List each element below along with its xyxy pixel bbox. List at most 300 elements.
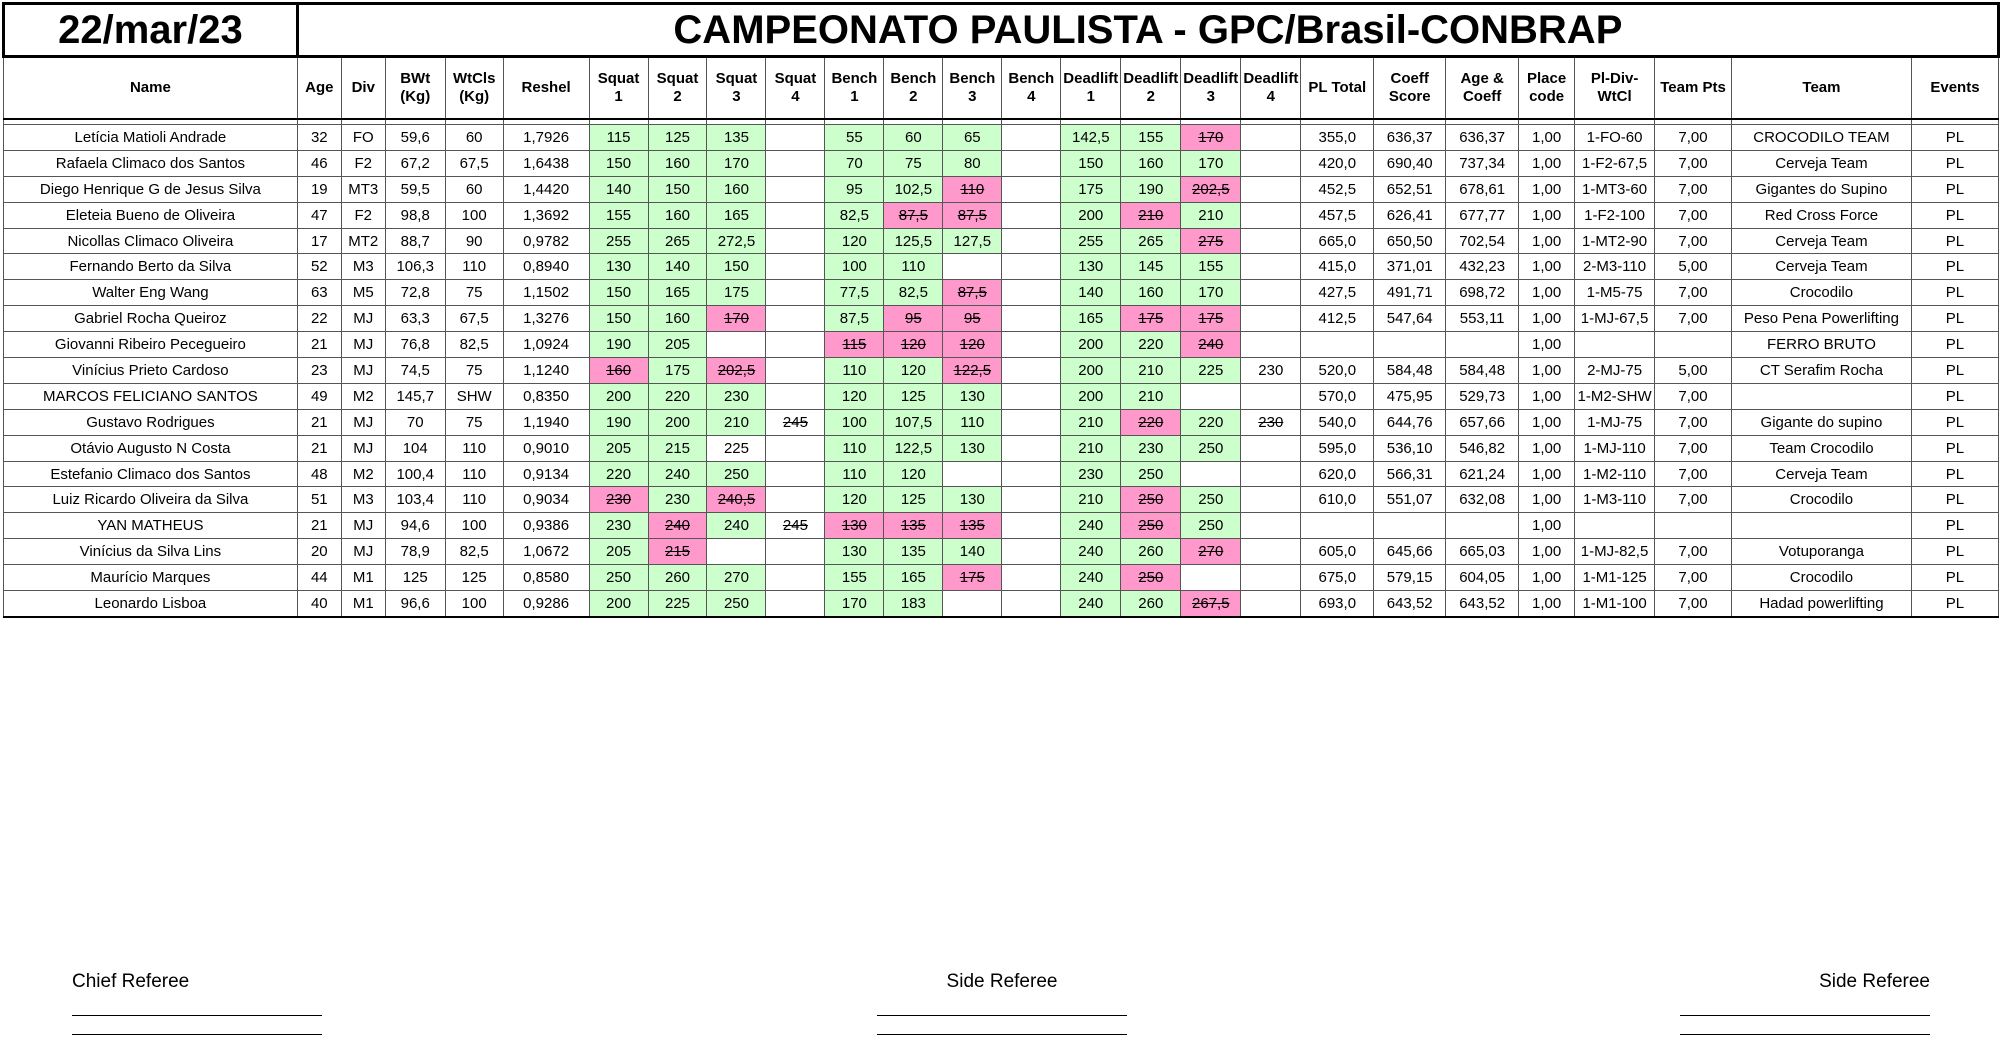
table-cell: 643,52	[1446, 591, 1519, 617]
table-cell: 2-M3-110	[1575, 254, 1655, 280]
table-cell	[1241, 539, 1301, 565]
table-cell: 205	[589, 435, 648, 461]
table-cell: 78,9	[385, 539, 445, 565]
table-cell: MJ	[341, 332, 385, 358]
table-cell: 260	[648, 565, 707, 591]
table-cell: PL	[1911, 306, 1998, 332]
table-cell: 632,08	[1446, 487, 1519, 513]
table-cell: 1,6438	[503, 150, 589, 176]
table-cell: 94,6	[385, 513, 445, 539]
table-cell: 95	[884, 306, 943, 332]
table-cell: 63	[297, 280, 341, 306]
table-cell: 250	[589, 565, 648, 591]
table-cell: 130	[589, 254, 648, 280]
table-cell	[1241, 435, 1301, 461]
table-cell: 355,0	[1301, 125, 1374, 151]
table-cell: Red Cross Force	[1731, 202, 1911, 228]
table-cell: PL	[1911, 125, 1998, 151]
column-header: Deadlift 1	[1061, 57, 1121, 120]
table-cell: 547,64	[1374, 306, 1446, 332]
table-cell: 1,00	[1519, 383, 1575, 409]
table-cell	[1002, 565, 1061, 591]
table-cell: 170	[825, 591, 884, 617]
table-cell: 1-M2-110	[1575, 461, 1655, 487]
table-cell: 19	[297, 176, 341, 202]
table-cell: 7,00	[1655, 306, 1732, 332]
table-cell	[1575, 332, 1655, 358]
table-cell: 1,00	[1519, 591, 1575, 617]
table-cell: 150	[589, 280, 648, 306]
table-cell: 457,5	[1301, 202, 1374, 228]
table-cell: 175	[1181, 306, 1241, 332]
table-cell: 120	[825, 228, 884, 254]
table-cell: 51	[297, 487, 341, 513]
table-cell: 245	[766, 513, 825, 539]
table-cell: 210	[1061, 435, 1121, 461]
table-cell	[1575, 513, 1655, 539]
table-cell: 100	[445, 513, 503, 539]
table-cell: 95	[943, 306, 1002, 332]
column-header: Squat 4	[766, 57, 825, 120]
column-header: Div	[341, 57, 385, 120]
table-cell: 1-M1-100	[1575, 591, 1655, 617]
table-cell	[1002, 176, 1061, 202]
results-sheet	[2, 2, 2000, 618]
table-cell: 48	[297, 461, 341, 487]
table-cell: 21	[297, 513, 341, 539]
table-row	[4, 228, 1999, 254]
table-cell: 255	[589, 228, 648, 254]
table-cell: 636,37	[1446, 125, 1519, 151]
table-cell: 1-M1-125	[1575, 565, 1655, 591]
table-cell: 150	[648, 176, 707, 202]
table-cell: PL	[1911, 176, 1998, 202]
table-cell: Peso Pena Powerlifting	[1731, 306, 1911, 332]
table-cell: 115	[825, 332, 884, 358]
table-cell: 130	[943, 487, 1002, 513]
table-cell: 21	[297, 435, 341, 461]
table-cell: 200	[1061, 383, 1121, 409]
table-cell: 100	[825, 409, 884, 435]
table-row	[4, 513, 1999, 539]
table-row	[4, 202, 1999, 228]
table-cell: 215	[648, 539, 707, 565]
table-cell: 82,5	[445, 332, 503, 358]
table-cell: MJ	[341, 539, 385, 565]
column-header: WtCls (Kg)	[445, 57, 503, 120]
table-cell	[707, 539, 766, 565]
table-cell	[1002, 409, 1061, 435]
lifter-name: Estefanio Climaco dos Santos	[4, 461, 298, 487]
table-cell: 1,00	[1519, 565, 1575, 591]
table-cell: 584,48	[1374, 358, 1446, 384]
table-cell: 32	[297, 125, 341, 151]
table-cell: 645,66	[1374, 539, 1446, 565]
table-cell: 130	[825, 539, 884, 565]
table-cell: 584,48	[1446, 358, 1519, 384]
table-cell: 529,73	[1446, 383, 1519, 409]
table-cell: 1,00	[1519, 332, 1575, 358]
table-cell: PL	[1911, 591, 1998, 617]
column-header: Pl-Div-WtCl	[1575, 57, 1655, 120]
table-cell: 230	[707, 383, 766, 409]
table-cell: 87,5	[943, 202, 1002, 228]
table-cell: PL	[1911, 254, 1998, 280]
table-cell: 240	[648, 461, 707, 487]
table-cell: MT2	[341, 228, 385, 254]
table-cell	[1241, 254, 1301, 280]
table-cell	[766, 565, 825, 591]
table-row	[4, 409, 1999, 435]
table-cell: 240,5	[707, 487, 766, 513]
lifter-name: Vinícius da Silva Lins	[4, 539, 298, 565]
table-cell: 120	[884, 332, 943, 358]
table-cell	[1002, 228, 1061, 254]
column-header: Team Pts	[1655, 57, 1732, 120]
table-cell: 250	[707, 591, 766, 617]
signature-line	[877, 993, 1127, 1016]
table-row	[4, 461, 1999, 487]
side-referee-left-signature	[877, 971, 1127, 1035]
table-cell: Hadad powerlifting	[1731, 591, 1911, 617]
table-cell: 1,00	[1519, 125, 1575, 151]
table-cell	[943, 254, 1002, 280]
results-rows	[4, 125, 1999, 617]
table-cell: 551,07	[1374, 487, 1446, 513]
table-row	[4, 254, 1999, 280]
table-cell: 0,9286	[503, 591, 589, 617]
table-cell: 621,24	[1446, 461, 1519, 487]
table-cell: 120	[884, 461, 943, 487]
table-cell	[1002, 280, 1061, 306]
table-cell: 190	[589, 332, 648, 358]
table-cell: 102,5	[884, 176, 943, 202]
table-cell	[1002, 383, 1061, 409]
table-cell: 82,5	[884, 280, 943, 306]
table-cell	[766, 539, 825, 565]
table-cell	[766, 306, 825, 332]
table-cell	[1002, 591, 1061, 617]
table-cell: 1,1502	[503, 280, 589, 306]
table-cell: 106,3	[385, 254, 445, 280]
table-cell	[1731, 383, 1911, 409]
table-cell: 160	[589, 358, 648, 384]
table-cell: 170	[707, 306, 766, 332]
table-cell: PL	[1911, 332, 1998, 358]
table-cell: 579,15	[1374, 565, 1446, 591]
table-cell: 122,5	[943, 358, 1002, 384]
table-row	[4, 591, 1999, 617]
table-cell: FERRO BRUTO	[1731, 332, 1911, 358]
table-cell: 1,00	[1519, 150, 1575, 176]
table-cell: 200	[589, 383, 648, 409]
table-cell: 210	[1121, 358, 1181, 384]
lifter-name: Giovanni Ribeiro Pecegueiro	[4, 332, 298, 358]
table-cell: 75	[884, 150, 943, 176]
lifter-name: Nicollas Climaco Oliveira	[4, 228, 298, 254]
column-header: Coeff Score	[1374, 57, 1446, 120]
table-cell: MJ	[341, 409, 385, 435]
table-cell: 170	[707, 150, 766, 176]
table-cell: 245	[766, 409, 825, 435]
table-cell	[1374, 513, 1446, 539]
table-cell: 240	[1061, 539, 1121, 565]
table-cell	[1655, 332, 1732, 358]
table-cell: 240	[1061, 565, 1121, 591]
lifter-name: Fernando Berto da Silva	[4, 254, 298, 280]
table-cell: 160	[1121, 150, 1181, 176]
table-cell	[766, 332, 825, 358]
table-cell: 205	[648, 332, 707, 358]
table-cell: 155	[1121, 125, 1181, 151]
table-cell: 175	[648, 358, 707, 384]
table-cell: 135	[707, 125, 766, 151]
table-cell: 272,5	[707, 228, 766, 254]
table-cell: 255	[1061, 228, 1121, 254]
table-cell: 1-MJ-82,5	[1575, 539, 1655, 565]
table-cell: PL	[1911, 435, 1998, 461]
table-cell: 75	[445, 280, 503, 306]
table-cell: 1,00	[1519, 306, 1575, 332]
table-cell: SHW	[445, 383, 503, 409]
table-cell: 260	[1121, 539, 1181, 565]
table-cell: 52	[297, 254, 341, 280]
table-cell: 678,61	[1446, 176, 1519, 202]
table-cell: 170	[1181, 125, 1241, 151]
table-cell	[766, 358, 825, 384]
table-cell: 87,5	[943, 280, 1002, 306]
table-cell: Team Crocodilo	[1731, 435, 1911, 461]
table-cell: 21	[297, 409, 341, 435]
table-cell: 7,00	[1655, 202, 1732, 228]
table-cell: 1-M3-110	[1575, 487, 1655, 513]
table-cell: 1,3692	[503, 202, 589, 228]
column-header: Place code	[1519, 57, 1575, 120]
table-cell: 140	[648, 254, 707, 280]
table-cell: 115	[589, 125, 648, 151]
column-header: Squat 3	[707, 57, 766, 120]
table-cell: 22	[297, 306, 341, 332]
table-cell: 7,00	[1655, 125, 1732, 151]
table-cell: 175	[1121, 306, 1181, 332]
table-cell: 1,00	[1519, 202, 1575, 228]
table-cell	[1002, 435, 1061, 461]
table-cell: PL	[1911, 461, 1998, 487]
side-referee-label: Side Referee	[1819, 971, 1930, 992]
table-cell: F2	[341, 150, 385, 176]
table-cell: 5,00	[1655, 358, 1732, 384]
table-cell	[766, 150, 825, 176]
table-cell: M5	[341, 280, 385, 306]
table-cell: 88,7	[385, 228, 445, 254]
table-cell: 165	[707, 202, 766, 228]
table-row	[4, 150, 1999, 176]
table-cell	[1241, 306, 1301, 332]
table-cell: 210	[1061, 409, 1121, 435]
table-cell: 230	[589, 487, 648, 513]
table-cell: 1,3276	[503, 306, 589, 332]
table-cell: 636,37	[1374, 125, 1446, 151]
table-cell: M3	[341, 487, 385, 513]
table-row	[4, 332, 1999, 358]
table-cell: 1,00	[1519, 358, 1575, 384]
lifter-name: Diego Henrique G de Jesus Silva	[4, 176, 298, 202]
table-cell	[766, 254, 825, 280]
table-cell: 415,0	[1301, 254, 1374, 280]
table-cell: Cerveja Team	[1731, 150, 1911, 176]
table-cell	[1002, 461, 1061, 487]
table-cell: 250	[1121, 565, 1181, 591]
table-cell: 452,5	[1301, 176, 1374, 202]
table-cell: 250	[707, 461, 766, 487]
table-cell: 1-MJ-110	[1575, 435, 1655, 461]
table-cell: 110	[445, 487, 503, 513]
table-cell: 70	[385, 409, 445, 435]
table-cell: 737,34	[1446, 150, 1519, 176]
table-cell: 1,1240	[503, 358, 589, 384]
table-cell: 110	[445, 461, 503, 487]
table-cell: 7,00	[1655, 409, 1732, 435]
table-cell: 140	[589, 176, 648, 202]
table-cell: 7,00	[1655, 591, 1732, 617]
table-cell	[766, 383, 825, 409]
table-cell: 260	[1121, 591, 1181, 617]
table-cell: 160	[648, 306, 707, 332]
table-cell: 1-F2-67,5	[1575, 150, 1655, 176]
chief-referee-signature	[72, 971, 322, 1035]
table-cell: 82,5	[825, 202, 884, 228]
table-cell	[1181, 383, 1241, 409]
table-cell: 230	[1241, 409, 1301, 435]
table-cell: 0,8940	[503, 254, 589, 280]
table-cell: Cerveja Team	[1731, 461, 1911, 487]
meet-date: 22/mar/23	[4, 4, 298, 57]
table-cell: 70	[825, 150, 884, 176]
table-cell: 677,77	[1446, 202, 1519, 228]
table-cell: 63,3	[385, 306, 445, 332]
table-cell: PL	[1911, 539, 1998, 565]
table-cell: 1,0672	[503, 539, 589, 565]
table-cell: 103,4	[385, 487, 445, 513]
column-header: Deadlift 2	[1121, 57, 1181, 120]
table-cell: 553,11	[1446, 306, 1519, 332]
table-cell: 7,00	[1655, 150, 1732, 176]
column-header: Bench 1	[825, 57, 884, 120]
table-cell: 7,00	[1655, 280, 1732, 306]
table-cell: 7,00	[1655, 383, 1732, 409]
table-cell: 100	[445, 591, 503, 617]
table-cell: 130	[1061, 254, 1121, 280]
table-cell: 59,5	[385, 176, 445, 202]
table-cell: MJ	[341, 435, 385, 461]
table-cell: 1,1940	[503, 409, 589, 435]
table-cell: PL	[1911, 150, 1998, 176]
table-cell: 1,00	[1519, 176, 1575, 202]
table-cell: 420,0	[1301, 150, 1374, 176]
table-cell: PL	[1911, 513, 1998, 539]
column-header: Bench 2	[884, 57, 943, 120]
table-cell	[1002, 487, 1061, 513]
table-cell: 155	[1181, 254, 1241, 280]
table-cell: 270	[707, 565, 766, 591]
table-cell: 1,00	[1519, 280, 1575, 306]
table-cell	[1446, 513, 1519, 539]
lifter-name: Letícia Matioli Andrade	[4, 125, 298, 151]
table-cell: 145,7	[385, 383, 445, 409]
table-cell: 175	[1061, 176, 1121, 202]
table-cell: 0,8350	[503, 383, 589, 409]
table-row	[4, 487, 1999, 513]
column-header: Age & Coeff	[1446, 57, 1519, 120]
table-cell: 210	[707, 409, 766, 435]
table-cell: 250	[1121, 487, 1181, 513]
table-cell: 140	[1061, 280, 1121, 306]
table-cell: 96,6	[385, 591, 445, 617]
table-cell: 230	[648, 487, 707, 513]
table-cell: 0,9782	[503, 228, 589, 254]
table-cell: 75	[445, 358, 503, 384]
table-cell	[1241, 228, 1301, 254]
table-cell: M1	[341, 591, 385, 617]
lifter-name: Gustavo Rodrigues	[4, 409, 298, 435]
table-cell: MJ	[341, 306, 385, 332]
table-cell	[943, 461, 1002, 487]
table-row	[4, 306, 1999, 332]
table-cell	[1241, 332, 1301, 358]
table-cell	[1002, 332, 1061, 358]
table-cell: 491,71	[1374, 280, 1446, 306]
lifter-name: Rafaela Climaco dos Santos	[4, 150, 298, 176]
table-cell: 0,8580	[503, 565, 589, 591]
table-cell: 120	[943, 332, 1002, 358]
table-cell: 643,52	[1374, 591, 1446, 617]
table-cell: 72,8	[385, 280, 445, 306]
table-cell: PL	[1911, 409, 1998, 435]
table-cell: 1,4420	[503, 176, 589, 202]
table-cell: 190	[1121, 176, 1181, 202]
table-cell: 100	[445, 202, 503, 228]
table-cell: 150	[707, 254, 766, 280]
table-cell	[1241, 280, 1301, 306]
table-cell: Crocodilo	[1731, 280, 1911, 306]
table-cell: 604,05	[1446, 565, 1519, 591]
table-cell: 1-M2-SHW	[1575, 383, 1655, 409]
table-cell: 155	[589, 202, 648, 228]
table-row	[4, 125, 1999, 151]
table-cell	[766, 435, 825, 461]
table-cell: 220	[1121, 409, 1181, 435]
table-cell	[1731, 513, 1911, 539]
table-cell	[707, 332, 766, 358]
table-cell: M2	[341, 383, 385, 409]
table-cell	[1241, 487, 1301, 513]
table-cell: 665,03	[1446, 539, 1519, 565]
lifter-name: MARCOS FELICIANO SANTOS	[4, 383, 298, 409]
table-cell: 270	[1181, 539, 1241, 565]
table-cell: 225	[1181, 358, 1241, 384]
table-cell	[1002, 254, 1061, 280]
table-cell: 7,00	[1655, 461, 1732, 487]
table-cell: 225	[648, 591, 707, 617]
table-cell: 40	[297, 591, 341, 617]
table-row	[4, 565, 1999, 591]
table-cell: 46	[297, 150, 341, 176]
table-cell: 125	[445, 565, 503, 591]
table-cell	[1446, 332, 1519, 358]
table-cell: 210	[1121, 383, 1181, 409]
table-cell	[766, 228, 825, 254]
table-cell: 250	[1121, 513, 1181, 539]
